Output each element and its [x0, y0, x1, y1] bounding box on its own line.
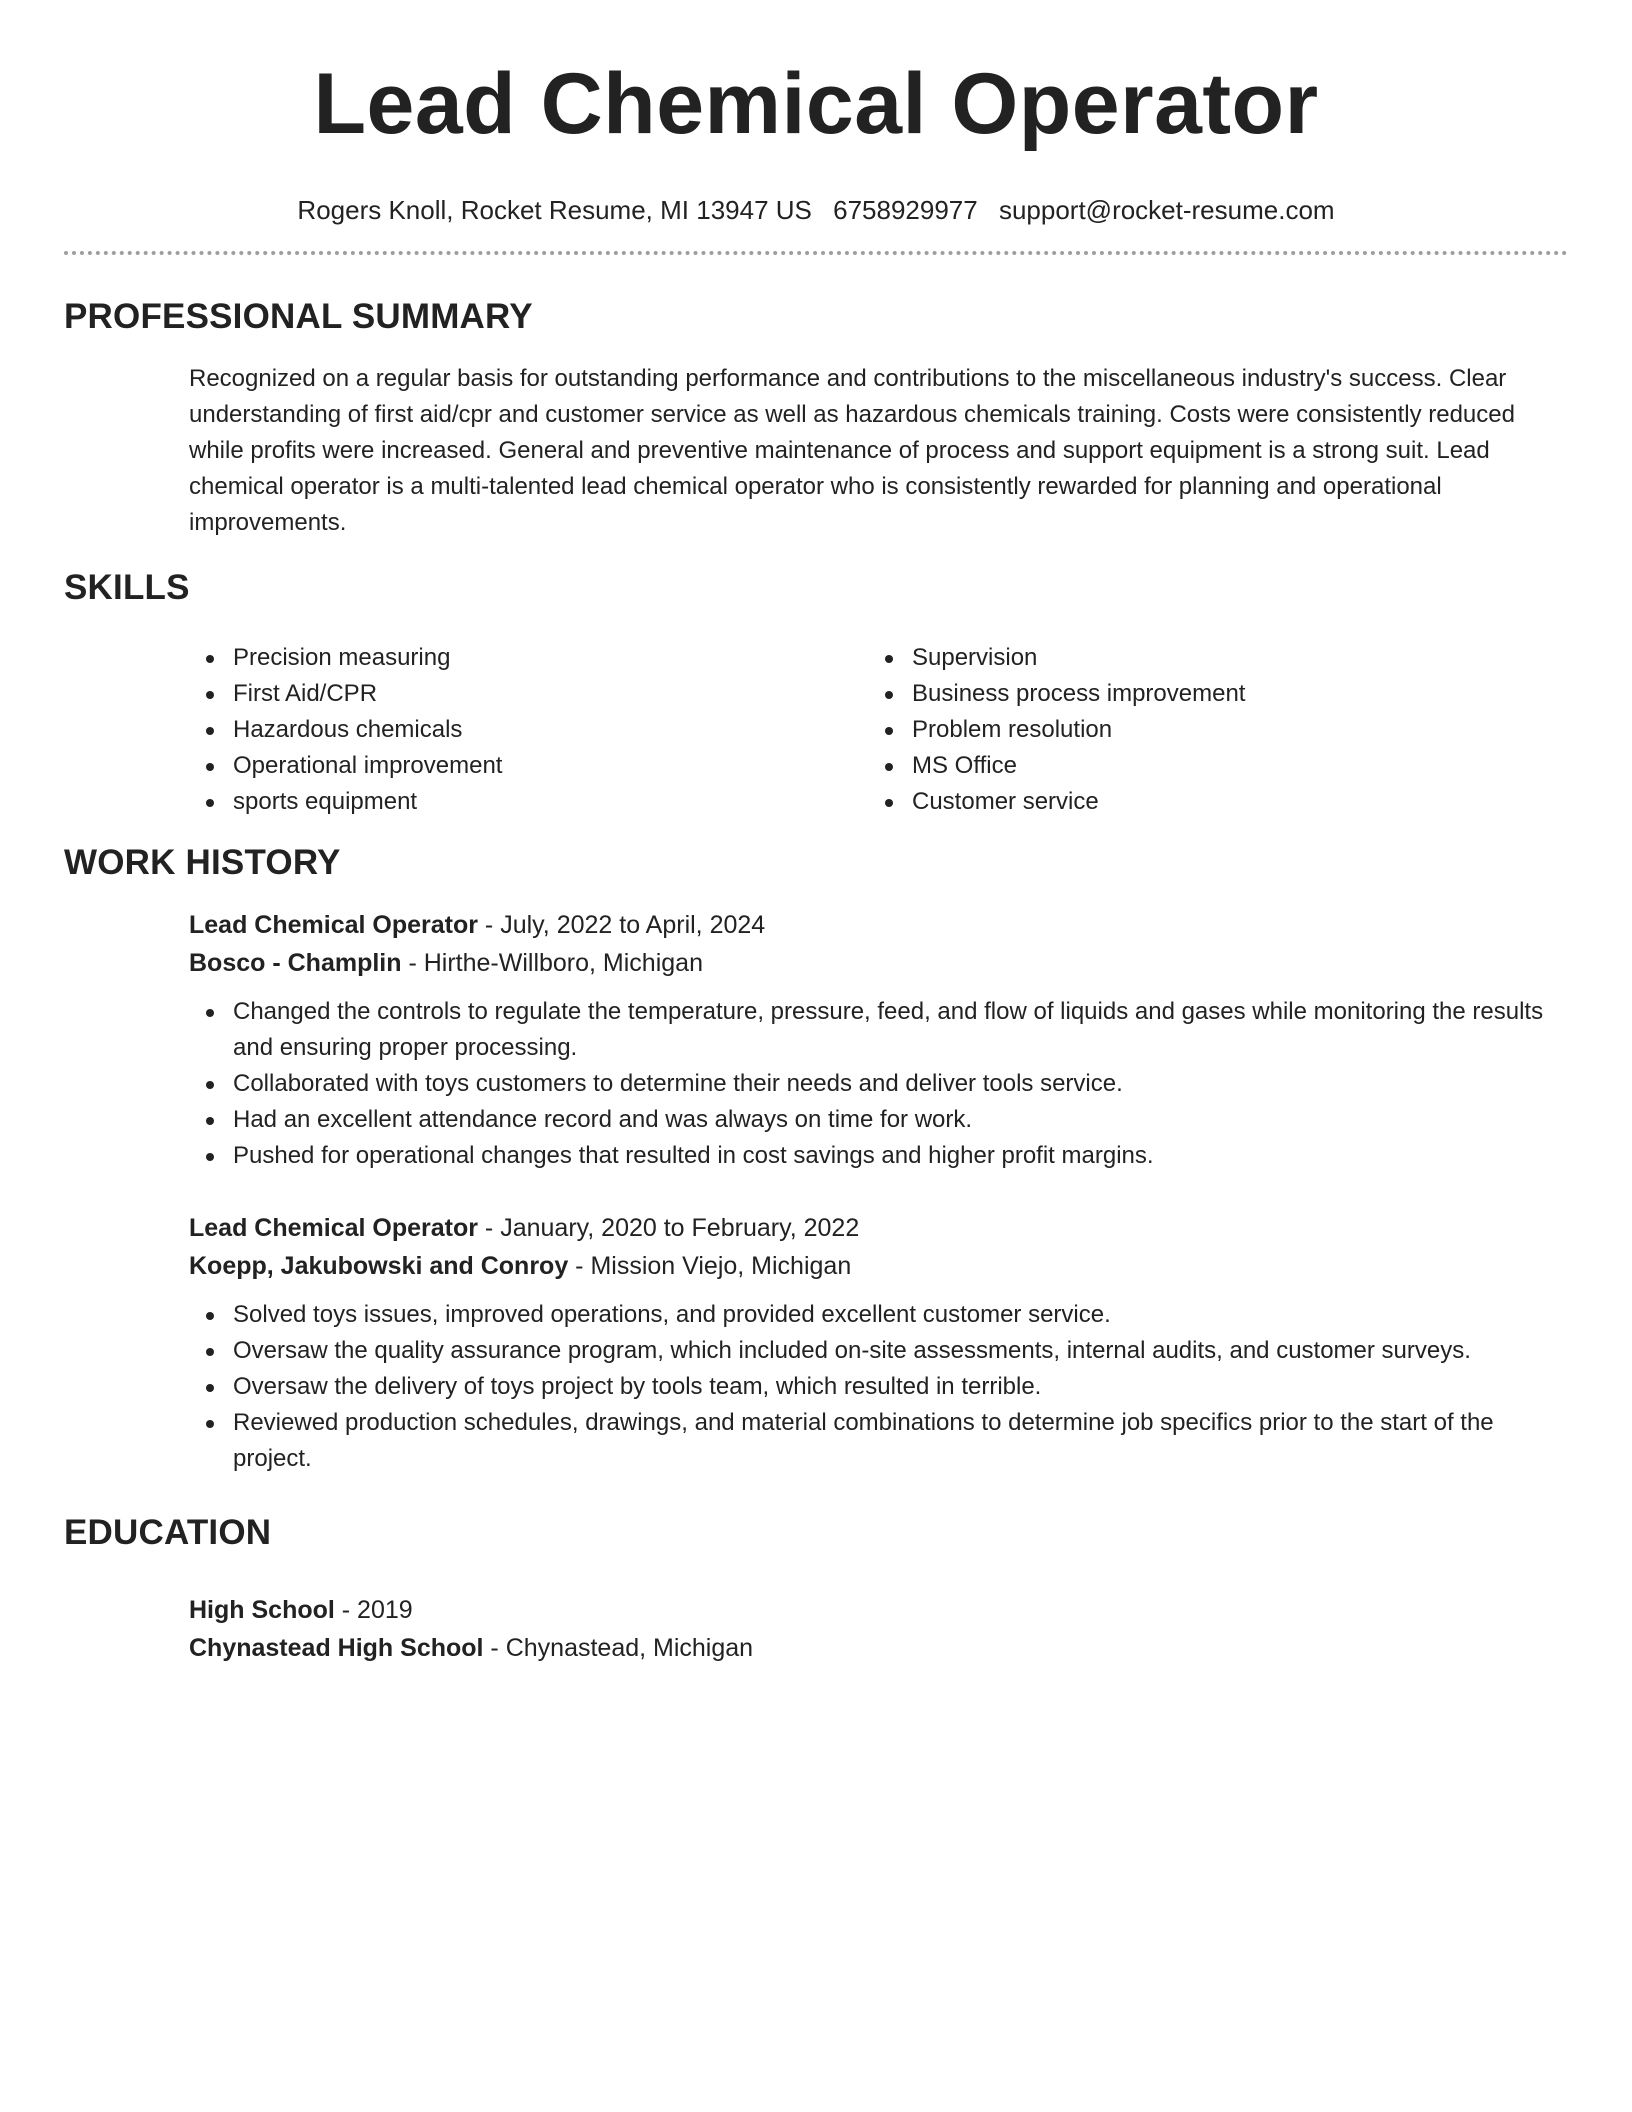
job-title-line — [189, 906, 1568, 944]
resume-header — [64, 48, 1568, 226]
job-entry — [189, 1209, 1568, 1477]
skill-item: Problem resolution — [868, 712, 1547, 748]
education-entry — [189, 1591, 1568, 1667]
duty-item: Solved toys issues, improved operations, and provided excellent customer service. — [189, 1297, 1568, 1333]
education-heading: EDUCATION — [64, 1513, 272, 1552]
duty-item: Oversaw the quality assurance program, which included on-site assessments, internal audits, and customer surveys. — [189, 1333, 1568, 1369]
job-duties — [189, 994, 1568, 1174]
job-dates: - July, 2022 to April, 2024 — [477, 911, 766, 939]
duty-item: Pushed for operational changes that resulted in cost savings and higher profit margins. — [189, 1138, 1568, 1174]
skill-item: Precision measuring — [189, 640, 868, 676]
job-duties — [189, 1297, 1568, 1477]
job-entry — [189, 906, 1568, 1174]
skill-item: First Aid/CPR — [189, 676, 868, 712]
skills-column-right — [868, 640, 1547, 820]
phone-text: 6758929977 — [833, 195, 978, 225]
school-name: Chynastead High School — [189, 1634, 484, 1662]
skill-item: MS Office — [868, 748, 1547, 784]
job-position: Lead Chemical Operator — [189, 1214, 478, 1242]
duty-item: Changed the controls to regulate the temperature, pressure, feed, and flow of liquids and gases while monitoring the results and ensuring proper processing. — [189, 994, 1568, 1066]
address-text: Rogers Knoll, Rocket Resume, MI 13947 US — [297, 195, 812, 225]
graduation-year: - 2019 — [334, 1596, 413, 1624]
duty-item: Collaborated with toys customers to determine their needs and deliver tools service. — [189, 1066, 1568, 1102]
skill-item: Business process improvement — [868, 676, 1547, 712]
skills-column-left — [189, 640, 868, 820]
school-location: - Chynastead, Michigan — [483, 1634, 754, 1662]
candidate-name: Lead Chemical Operator — [313, 56, 1319, 152]
job-title-line — [189, 1209, 1568, 1247]
duty-item: Oversaw the delivery of toys project by tools team, which resulted in terrible. — [189, 1369, 1568, 1405]
skill-item: Supervision — [868, 640, 1547, 676]
contact-line — [64, 194, 1568, 226]
summary-text: Recognized on a regular basis for outstanding performance and contributions to the miscellaneous industry's success. Clear understanding of first aid/cpr and customer service as well as hazardous chemicals training. Costs were consistently reduced while profits were increased. General and preventive maintenance of process and support equipment is a strong suit. Lead chemical operator is a multi-talented lead chemical operator who is consistently rewarded for planning and operational improvements. — [189, 365, 1515, 536]
job-position: Lead Chemical Operator — [189, 911, 478, 939]
email-text: support@rocket-resume.com — [998, 195, 1335, 225]
work-heading: WORK HISTORY — [64, 843, 341, 882]
skill-item: Hazardous chemicals — [189, 712, 868, 748]
school-line — [189, 1629, 1568, 1667]
skill-item: Operational improvement — [189, 748, 868, 784]
skill-item: Customer service — [868, 784, 1547, 820]
skill-item: sports equipment — [189, 784, 868, 820]
job-company-line — [189, 1247, 1568, 1285]
job-dates: - January, 2020 to February, 2022 — [477, 1214, 860, 1242]
skills-list — [189, 640, 1568, 820]
skills-heading: SKILLS — [64, 568, 190, 607]
degree-line — [189, 1591, 1568, 1629]
job-location: - Hirthe-Willboro, Michigan — [401, 949, 703, 977]
duty-item: Had an excellent attendance record and was always on time for work. — [189, 1102, 1568, 1138]
job-company: Bosco - Champlin — [189, 949, 402, 977]
duty-item: Reviewed production schedules, drawings, and material combinations to determine job specifics prior to the start of the project. — [189, 1405, 1568, 1477]
job-company: Koepp, Jakubowski and Conroy — [189, 1252, 569, 1280]
header-divider — [64, 251, 1568, 255]
summary-heading: PROFESSIONAL SUMMARY — [64, 297, 533, 336]
degree: High School — [189, 1596, 335, 1624]
job-location: - Mission Viejo, Michigan — [568, 1252, 852, 1280]
job-company-line — [189, 944, 1568, 982]
